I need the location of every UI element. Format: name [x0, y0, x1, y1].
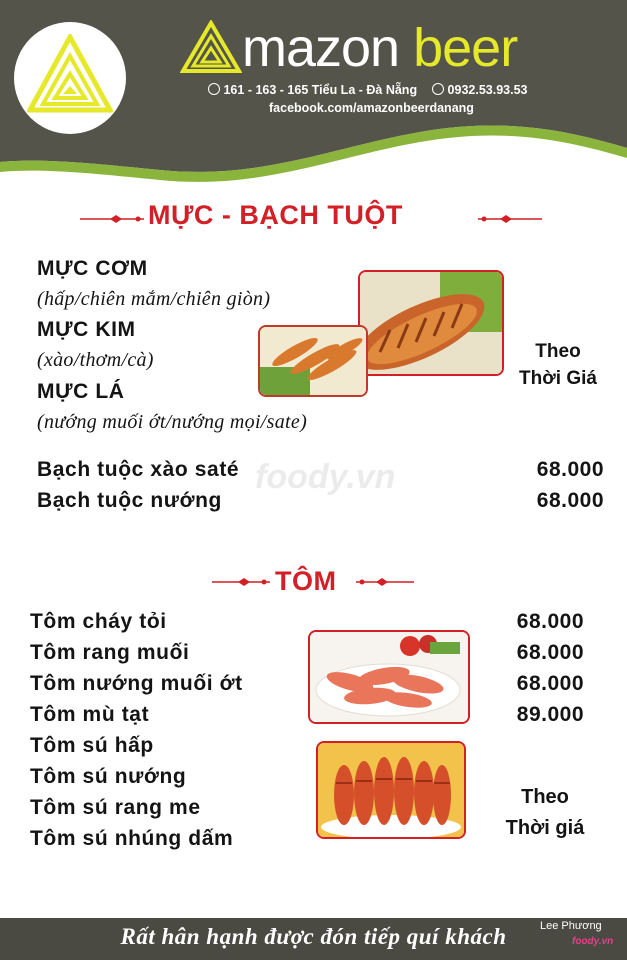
- brand-second-word: beer: [413, 18, 518, 78]
- tiger-prawn-photo: [316, 741, 466, 839]
- menu-item-price: 68.000: [516, 610, 584, 633]
- menu-item-options: (nướng muối ớt/nướng mọi/sate): [37, 411, 308, 433]
- section-title-muc: MỰC - BẠCH TUỘT: [148, 200, 403, 230]
- menu-item-options: (xào/thơm/cà): [37, 349, 154, 371]
- menu-item-price: 68.000: [536, 458, 604, 481]
- brand-a-triangle-icon: [180, 20, 242, 74]
- brand-name: [180, 18, 517, 78]
- contact-line: [208, 83, 528, 97]
- market-price-line: Thời Giá: [519, 368, 597, 389]
- market-price-line: Theo: [535, 341, 581, 362]
- menu-item: MỰC CƠM: [37, 257, 148, 280]
- triangle-logo-icon: [27, 34, 113, 114]
- menu-item: Tôm mù tạt: [30, 703, 150, 726]
- address-text: 161 - 163 - 165 Tiểu La - Đà Nẵng: [223, 83, 418, 97]
- title-ornament-right: [478, 214, 542, 224]
- menu-item-price: 68.000: [516, 641, 584, 664]
- menu-item: Bạch tuộc xào saté: [37, 458, 240, 481]
- menu-item-price: 68.000: [516, 672, 584, 695]
- menu-item-options: (hấp/chiên mắm/chiên giòn): [37, 288, 271, 310]
- market-price-line: Theo: [521, 786, 569, 808]
- section-title-tom: TÔM: [275, 566, 337, 596]
- menu-item: Tôm sú nhúng dấm: [30, 827, 234, 850]
- watermark-text: foody.vn: [255, 458, 396, 496]
- menu-item: Tôm rang muối: [30, 641, 190, 664]
- title-ornament-left: [212, 577, 270, 587]
- menu-item: MỰC LÁ: [37, 380, 125, 403]
- menu-item: Tôm sú rang me: [30, 796, 201, 819]
- title-ornament-left: [80, 214, 144, 224]
- facebook-link[interactable]: facebook.com/amazonbeerdanang: [269, 101, 474, 115]
- title-ornament-right: [356, 577, 414, 587]
- menu-item: Tôm cháy tỏi: [30, 610, 167, 633]
- market-price-line: Thời giá: [505, 817, 585, 839]
- menu-item: MỰC KIM: [37, 318, 136, 341]
- market-price-label: [508, 338, 608, 392]
- menu-item: Tôm nướng muối ớt: [30, 672, 243, 695]
- logo-badge: [14, 22, 126, 134]
- photo-credit: Lee Phương: [540, 920, 602, 932]
- fried-squid-photo: [258, 325, 368, 397]
- menu-item: Bạch tuộc nướng: [37, 489, 222, 512]
- brand-first-word: mazon: [242, 18, 400, 78]
- credit-site-logo: foody.vn: [572, 936, 614, 947]
- menu-item-price: 89.000: [516, 703, 584, 726]
- menu-item: Tôm sú nướng: [30, 765, 187, 788]
- footer-slogan: Rất hân hạnh được đón tiếp quí khách: [120, 924, 507, 949]
- menu-item: Tôm sú hấp: [30, 734, 154, 757]
- salted-shrimp-photo: [308, 630, 470, 724]
- menu-item-price: 68.000: [536, 489, 604, 512]
- phone-icon: [432, 83, 444, 95]
- phone-text: 0932.53.93.53: [447, 83, 528, 97]
- market-price-label: [490, 782, 600, 844]
- location-pin-icon: [208, 83, 220, 95]
- grilled-squid-photo: [358, 270, 504, 376]
